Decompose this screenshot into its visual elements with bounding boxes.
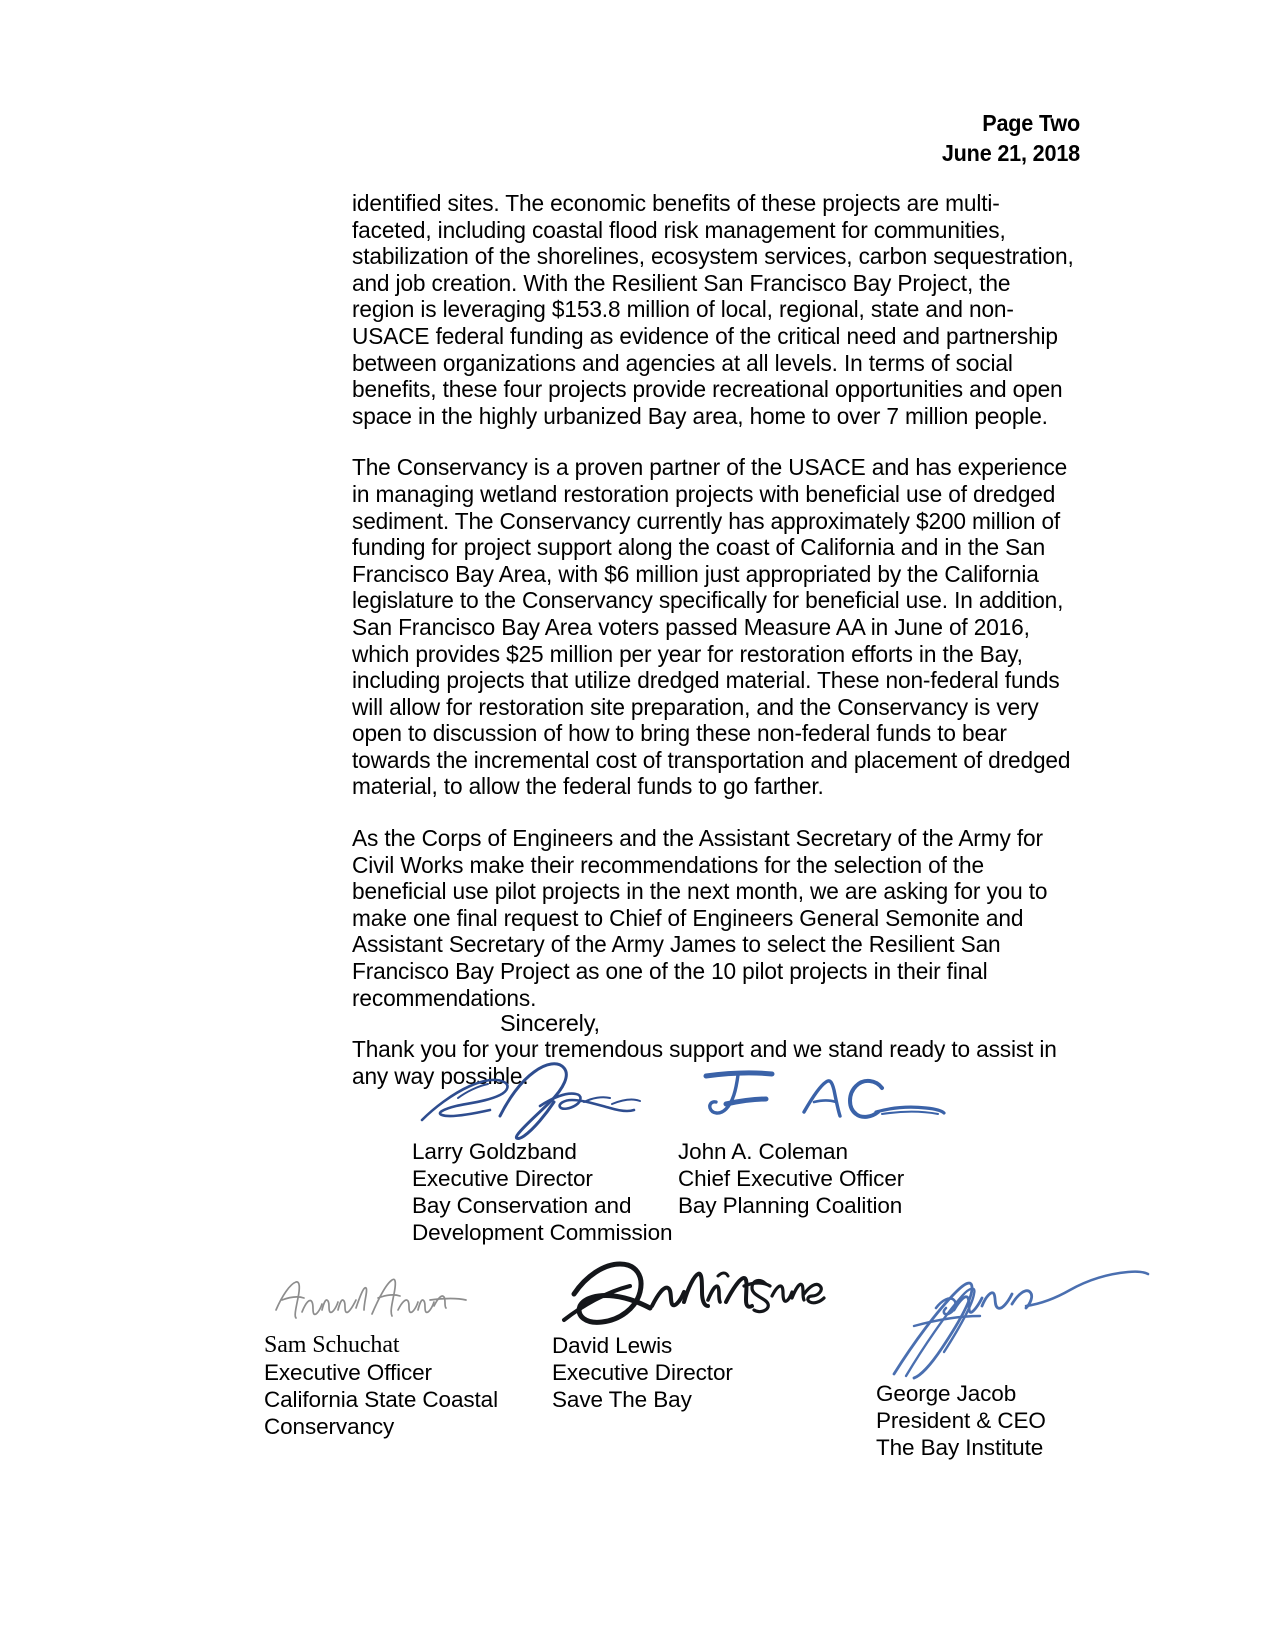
body-paragraph: As the Corps of Engineers and the Assistant Secretary of the Army for Civil Works make their recommendations for the selection of the beneficial use pilot projects in the next month, we are asking for you to make one final request to Chief of Engineers General Semonite and Assistant Secretary of the Army James to select the Resilient San Francisco Bay Project as one of the 10 pilot projects in their final recommendations. [352,825,1048,1011]
signatory-org-line-1: Bay Conservation and [412,1193,632,1218]
signature-block-lewis [552,1332,733,1413]
body-paragraph: Thank you for your tremendous support and we stand ready to assist in any way possible. [352,1036,1057,1089]
signature-block-schuchat [264,1332,498,1440]
signatory-title: Executive Director [412,1166,593,1191]
signatory-name: George Jacob [876,1381,1017,1406]
signature-block-jacob [876,1380,1046,1461]
signatory-title: Chief Executive Officer [678,1166,905,1191]
signature-image-goldzband [412,1058,662,1140]
signatory-name: David Lewis [552,1333,673,1358]
signatory-org-line-2: Conservancy [264,1414,395,1439]
signature-image-schuchat [268,1270,468,1330]
signature-image-jacob [880,1262,1150,1382]
signatory-name: Sam Schuchat [264,1332,400,1358]
signatory-org-line-1: Save The Bay [552,1387,692,1412]
body-paragraph: identified sites. The economic benefits of these projects are multi-faceted, including coastal flood risk management for communities, stabilization of the shorelines, ecosystem services, carbon sequestration, and job creation. With the Resilient San Francisco Bay Project, the region is leveraging $153.8 million of local, regional, state and non-USACE federal funding as evidence of the critical need and partnership between organizations and agencies at all levels. In terms of social benefits, these four projects provide recreational opportunities and open space in the highly urbanized Bay area, home to over 7 million people. [352,190,1074,429]
signature-block-coleman [678,1138,904,1219]
signature-image-coleman [686,1068,948,1130]
body-paragraph: The Conservancy is a proven partner of the USACE and has experience in managing wetland restoration projects with beneficial use of dredged sediment. The Conservancy currently has approximately $200 million of funding for project support along the coast of California and in the San Francisco Bay Area, with $6 million just appropriated by the California legislature to the Conservancy specifically for beneficial use. In addition, San Francisco Bay Area voters passed Measure AA in June of 2016, which provides $25 million per year for restoration efforts in the Bay, including projects that utilize dredged material. These non-federal funds will allow for restoration site preparation, and the Conservancy is very open to discussion of how to bring these non-federal funds to bear towards the incremental cost of transportation and placement of dredged material, to allow the federal funds to go farther. [352,454,1071,800]
signature-block-goldzband [412,1138,672,1246]
signatory-title: President & CEO [876,1408,1046,1433]
signatory-title: Executive Director [552,1360,733,1385]
signature-image-lewis [556,1258,826,1336]
letter-date: June 21, 2018 [941,140,1080,166]
closing-salutation: Sincerely, [500,1010,600,1036]
letter-body [352,190,1074,1114]
signatory-org-line-1: Bay Planning Coalition [678,1193,903,1218]
signatory-org-line-2: Development Commission [412,1220,673,1245]
signatory-name: Larry Goldzband [412,1139,577,1164]
signatory-title: Executive Officer [264,1360,432,1385]
page-number-label: Page Two [982,110,1080,136]
signatory-org-line-1: California State Coastal [264,1387,498,1412]
signatory-org-line-1: The Bay Institute [876,1435,1044,1460]
page-header [942,108,1080,168]
signatory-name: John A. Coleman [678,1139,848,1164]
